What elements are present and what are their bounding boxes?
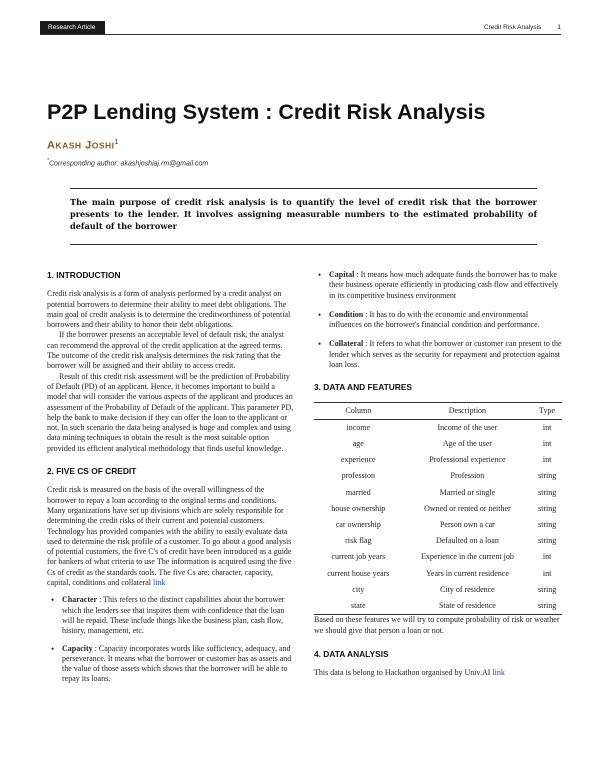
corresponding-author: *Corresponding author: akashjoshiaj.rm@gmail.com <box>47 158 209 168</box>
table-row: car ownership Person own a car string <box>335 520 557 530</box>
table-row: age Age of the user int <box>352 439 552 449</box>
table-row: profession Profession string <box>341 471 557 481</box>
intro-paragraph-3: Result of this credit risk assessment will be the prediction of Probability of Default (PD) of an applicant. Hence, it becomes important to build a model that will consider the various aspects of the applicant and produces an assessment of the Probability of Default of the applicant. This parameter PD, help the bank to make decision if they can offer the loan to the applicant or not. In such scenario the data being analysed is huge and complex and using data mining techniques to obtain the result is the most suitable option provided its efficient analytical methodology that finds useful knowledge. <box>47 371 294 453</box>
running-header <box>40 21 561 35</box>
header-right <box>484 21 561 35</box>
hackathon-link[interactable]: link <box>492 668 505 678</box>
list-item-capital: • Capital : It means how much adequate funds the borrower has to make their business operate efficiently in producing cash flow and effectively in its competitive business environment <box>314 270 562 301</box>
five-cs-link[interactable]: link <box>152 578 166 588</box>
list-item-collateral: • Collateral : It refers to what the borrower or customer can present to the lender which serves as the security for repayment and protection against loan loss. <box>314 339 562 370</box>
data-analysis-text: This data is belong to Hackathon organised by Univ.AI link <box>314 668 505 678</box>
abstract-top-rule <box>70 188 537 189</box>
table-row: state State of residence string <box>314 598 562 615</box>
column-header: Description <box>403 402 533 419</box>
intro-paragraph-2: If the borrower presents an acceptable level of default risk, the analyst can recommend the approval of the credit application at the agreed terms. The outcome of the credit risk analysis determines the risk rating that the borrower will be assigned and their ability to access credit. <box>47 330 284 371</box>
five-cs-list-left <box>47 595 295 684</box>
left-column <box>47 270 295 685</box>
table-row: income Income of the user int <box>346 422 552 432</box>
five-cs-list-right <box>314 270 562 370</box>
page-number: 1 <box>557 24 561 31</box>
section-heading-introduction: 1. INTRODUCTION <box>47 270 121 280</box>
article-type-tag: Research Article <box>40 21 105 35</box>
table-row: current house years Years in current residence int <box>327 568 552 578</box>
table-row: risk flag Defaulted on a loan string <box>345 536 557 546</box>
list-item-character: • Character : This refers to the distinct capabilities about the borrower which the lenders see that inspires them with confidence that the loan will be repaid. These include things like the business plan, cash flow, history, management, etc. <box>47 595 295 636</box>
table-row: current job years Experience in the current job int <box>331 552 552 562</box>
table-row: city City of residence string <box>352 584 557 594</box>
abstract-bottom-rule <box>70 244 537 245</box>
header-rule <box>40 34 561 35</box>
data-after-table: Based on these features we will try to compute probability of risk or weather we should give that person a loan or not. <box>314 615 560 635</box>
table-row: house ownership Owned or rented or neither string <box>331 503 557 513</box>
table-row: married Married or single string <box>345 487 557 497</box>
section-heading-data-analysis: 4. DATA ANALYSIS <box>314 648 389 659</box>
table-row: experience Professional experience int <box>340 455 552 465</box>
list-item-capacity: • Capacity : Capacity incorporates words like sufficiency, adequacy, and perseverance. It means what the borrower or customer has as assets and the value of those assets which shows that the borrower will be able to repay its loans. <box>47 644 295 685</box>
abstract: The main purpose of credit risk analysis is to quantify the level of credit risk that the borrower presents to the lender. It involves assigning measurable numbers to the estimated probability of default of the borrower <box>70 197 537 231</box>
list-item-condition: • Condition : It has to do with the economic and environmental influences on the borrower's financial condition and performance. <box>314 310 562 331</box>
table-header-row <box>314 402 562 419</box>
section-heading-data-features: 3. DATA AND FEATURES <box>314 382 413 393</box>
features-table <box>314 402 562 616</box>
section-heading-five-cs: 2. FIVE CS OF CREDIT <box>47 466 137 477</box>
five-cs-paragraph: Credit risk is measured on the basis of the overall willingness of the borrower to repay a loan according to the original terms and conditions. Many organizations have set up divisions which are solely responsible for determining the credit risks of their current and potential customers. Technology has provided companies with the ability to easily evaluate data used to determine the risk profile of a customer. To go about a good analysis of potential customers, the five C's of credit have been introduced as a guide for bankers of what criteria to use The information is acquired using the five Cs of credit as the standards tools. The five Cs are: character, capacity, capital, conditions and collateral link <box>47 485 292 588</box>
column-header: Type <box>532 402 562 419</box>
right-column <box>314 270 562 678</box>
column-header: Column <box>314 402 403 419</box>
author-name: AKASH JOSHI$^1$ <box>47 139 119 152</box>
running-title: Credit Risk Analysis <box>483 24 542 31</box>
paper-title: P2P Lending System : Credit Risk Analysis <box>47 100 486 124</box>
intro-paragraph-1: Credit risk analysis is a form of analysis performed by a credit analyst on potential borrowers to determine their ability to meet debt obligations. The main goal of credit analysis is to determine the creditworthiness of potential borrowers and their ability to honor their debt obligations. <box>47 289 291 330</box>
author-affiliation-mark: 1 <box>114 139 119 146</box>
